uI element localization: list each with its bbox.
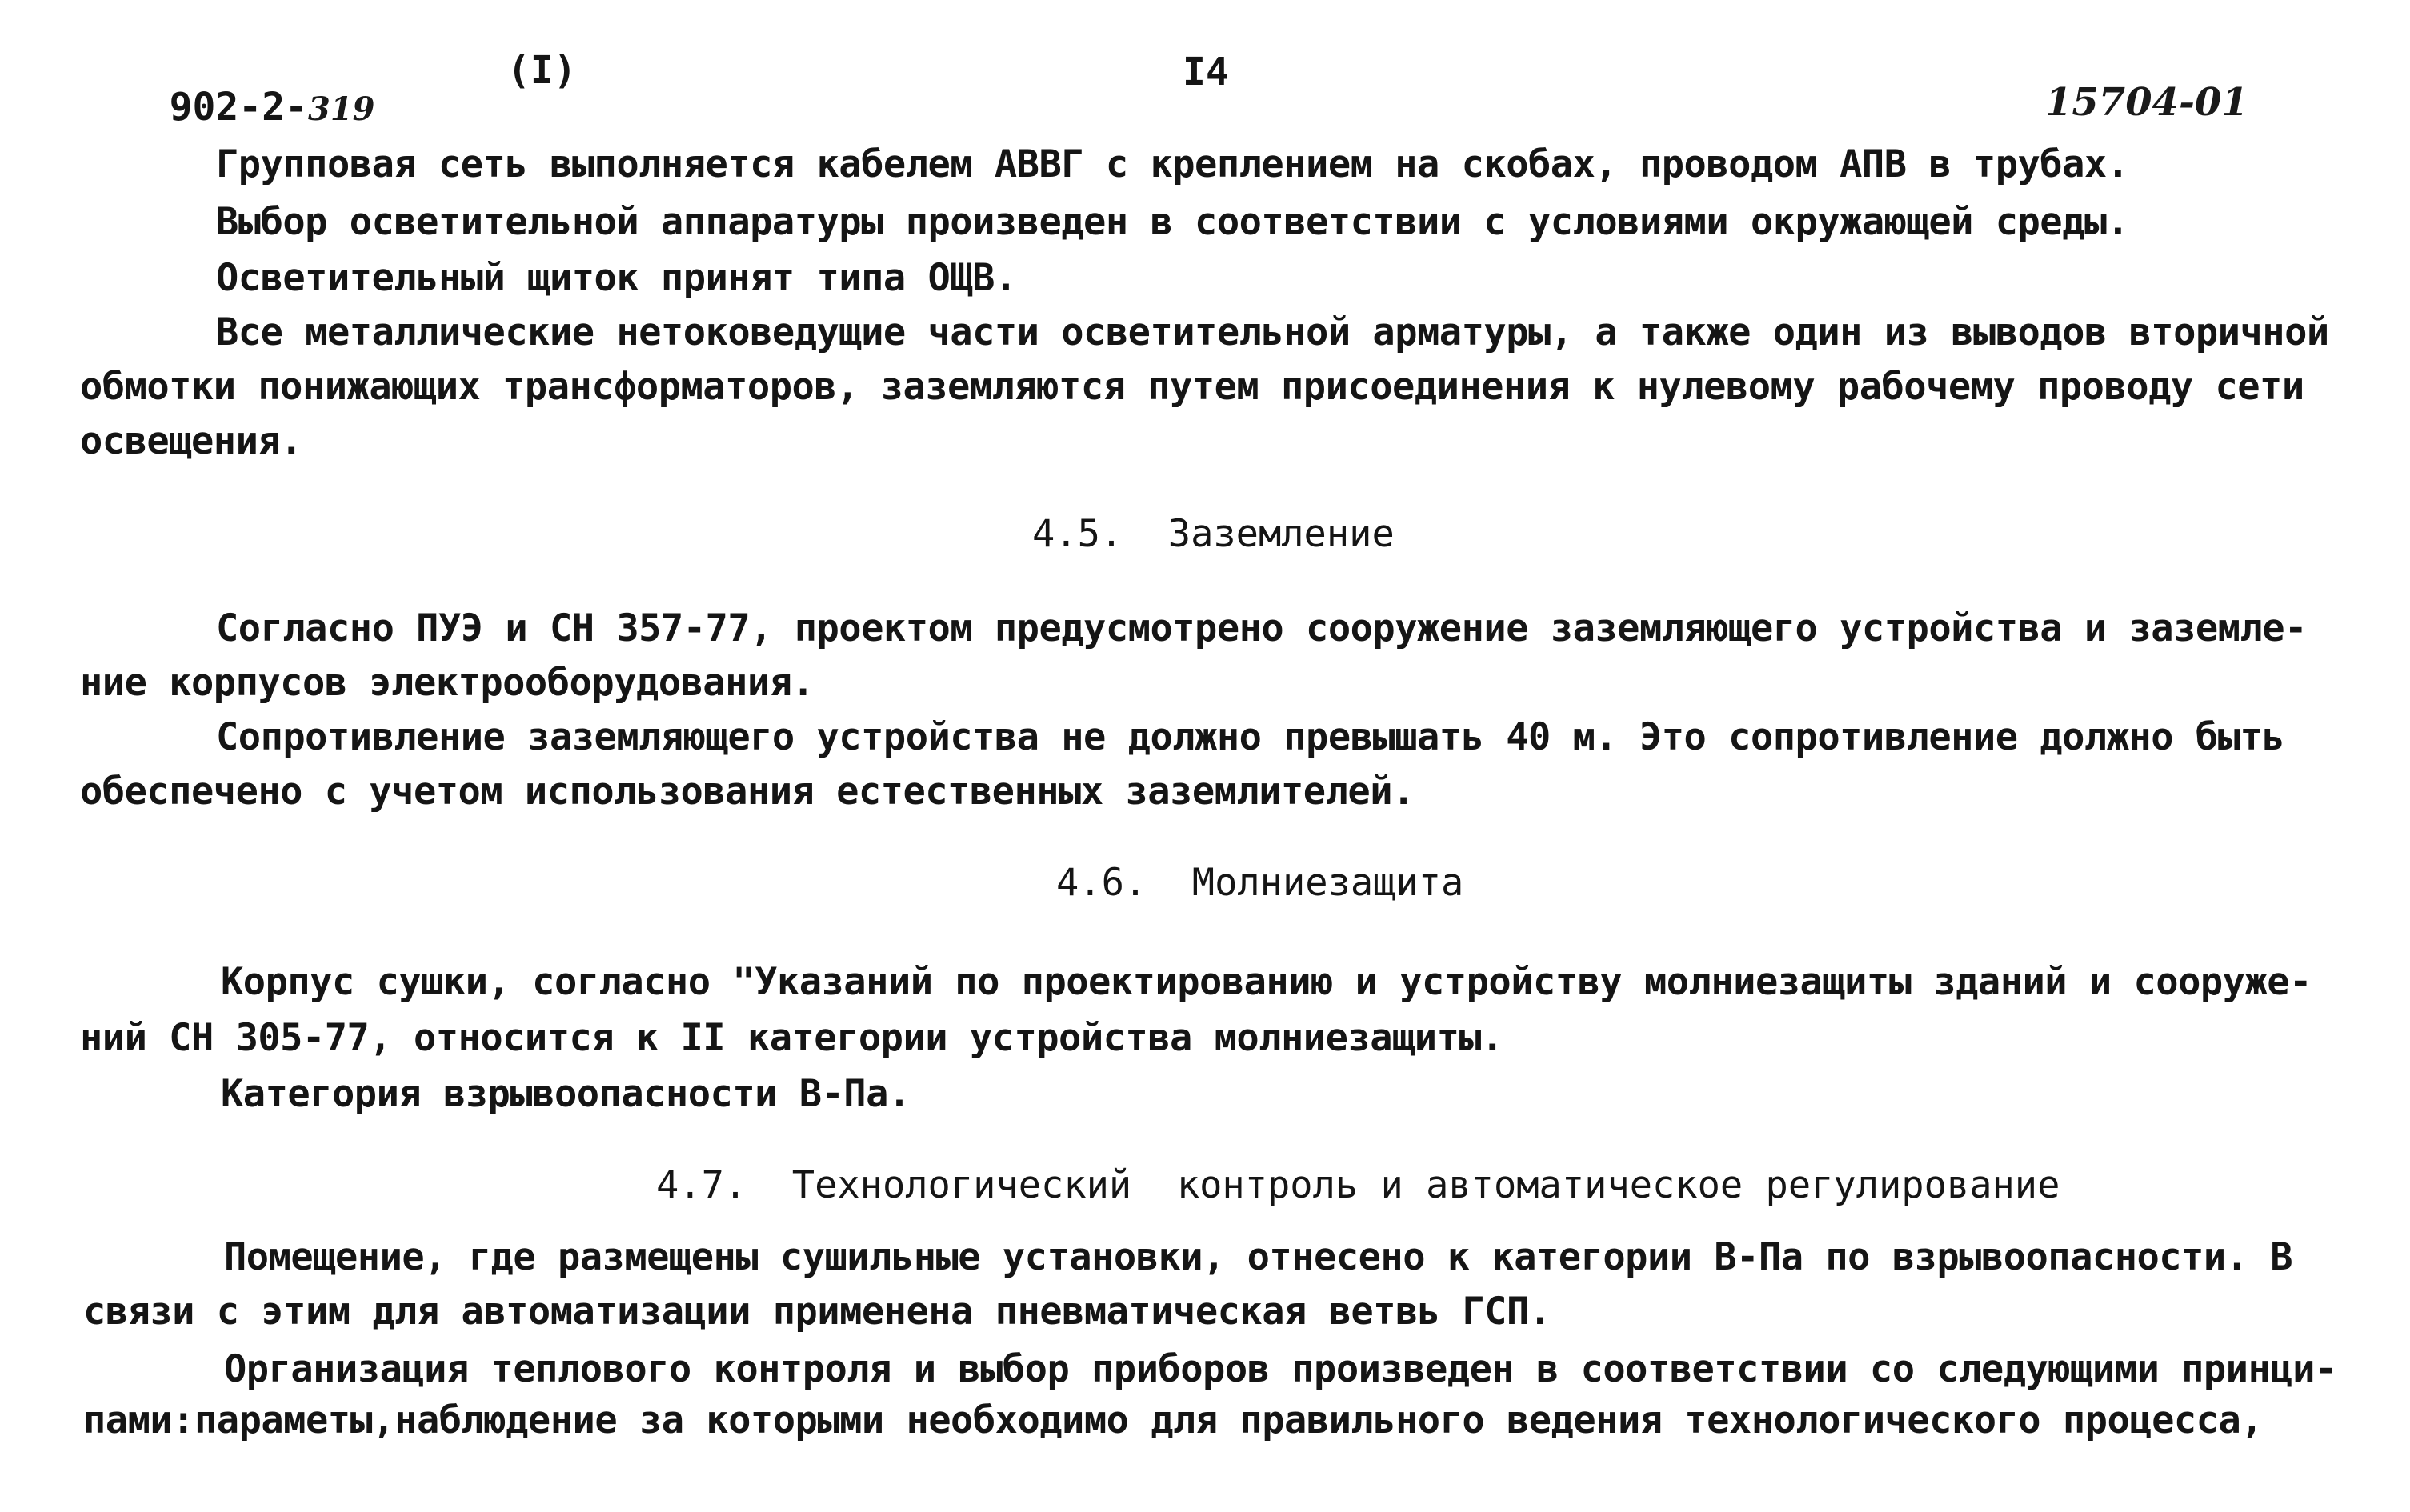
archive-number: 15704-01 xyxy=(2045,80,2248,125)
paragraph-line: Помещение, где размещены сушильные установки, отнесено к категории В-Па по взрывоопасности. В xyxy=(224,1235,2293,1279)
paragraph-line: обмотки понижающих трансформаторов, заземляются путем присоединения к нулевому рабочему проводу сети xyxy=(80,365,2304,409)
doc-code-prefix: 902-2- xyxy=(169,85,308,130)
paragraph-line: Все металлические нетоковедущие части осветительной арматуры, а также один из выводов вторичной xyxy=(216,310,2329,354)
paragraph-line: Организация теплового контроля и выбор приборов произведен в соответствии со следующими принци- xyxy=(224,1347,2337,1391)
paragraph-line: пами:параметы,наблюдение за которыми необходимо для правильного ведения технологического процесса, xyxy=(83,1398,2264,1442)
paragraph-line: Категория взрывоопасности В-Па. xyxy=(221,1072,911,1116)
paragraph-line: связи с этим для автоматизации применена пневматическая ветвь ГСП. xyxy=(83,1290,1551,1334)
paragraph-line: Выбор осветительной аппаратуры произведен в соответствии с условиями окружающей среды. xyxy=(216,200,2129,244)
section-heading-4-7: 4.7. Технологический контроль и автоматическое регулирование xyxy=(656,1163,2060,1207)
part-number: (I) xyxy=(507,48,577,93)
paragraph-line: обеспечено с учетом использования естественных заземлителей. xyxy=(80,770,1415,814)
paragraph-line: ние корпусов электрооборудования. xyxy=(80,661,815,705)
section-heading-4-6: 4.6. Молниезащита xyxy=(1056,861,1464,905)
doc-code-handwritten: 319 xyxy=(307,90,375,128)
paragraph-line: Корпус сушки, согласно "Указаний по проектированию и устройству молниезащиты зданий и сооруже- xyxy=(221,960,2312,1004)
section-heading-4-5: 4.5. Заземление xyxy=(1032,512,1395,556)
page-number: I4 xyxy=(1183,50,1229,94)
paragraph-line: Групповая сеть выполняется кабелем АВВГ с креплением на скобах, проводом АПВ в трубах. xyxy=(216,142,2129,186)
paragraph-line: Сопротивление заземляющего устройства не должно превышать 40 м. Это сопротивление должно быть xyxy=(216,715,2285,759)
paragraph-line: Согласно ПУЭ и СН 357-77, проектом предусмотрено сооружение заземляющего устройства и заземле- xyxy=(216,606,2307,650)
paragraph-line: Осветительный щиток принят типа ОЩВ. xyxy=(216,256,1017,300)
paragraph-line: ний СН 305-77, относится к II категории устройства молниезащиты. xyxy=(80,1016,1503,1060)
paragraph-line: освещения. xyxy=(80,419,302,463)
